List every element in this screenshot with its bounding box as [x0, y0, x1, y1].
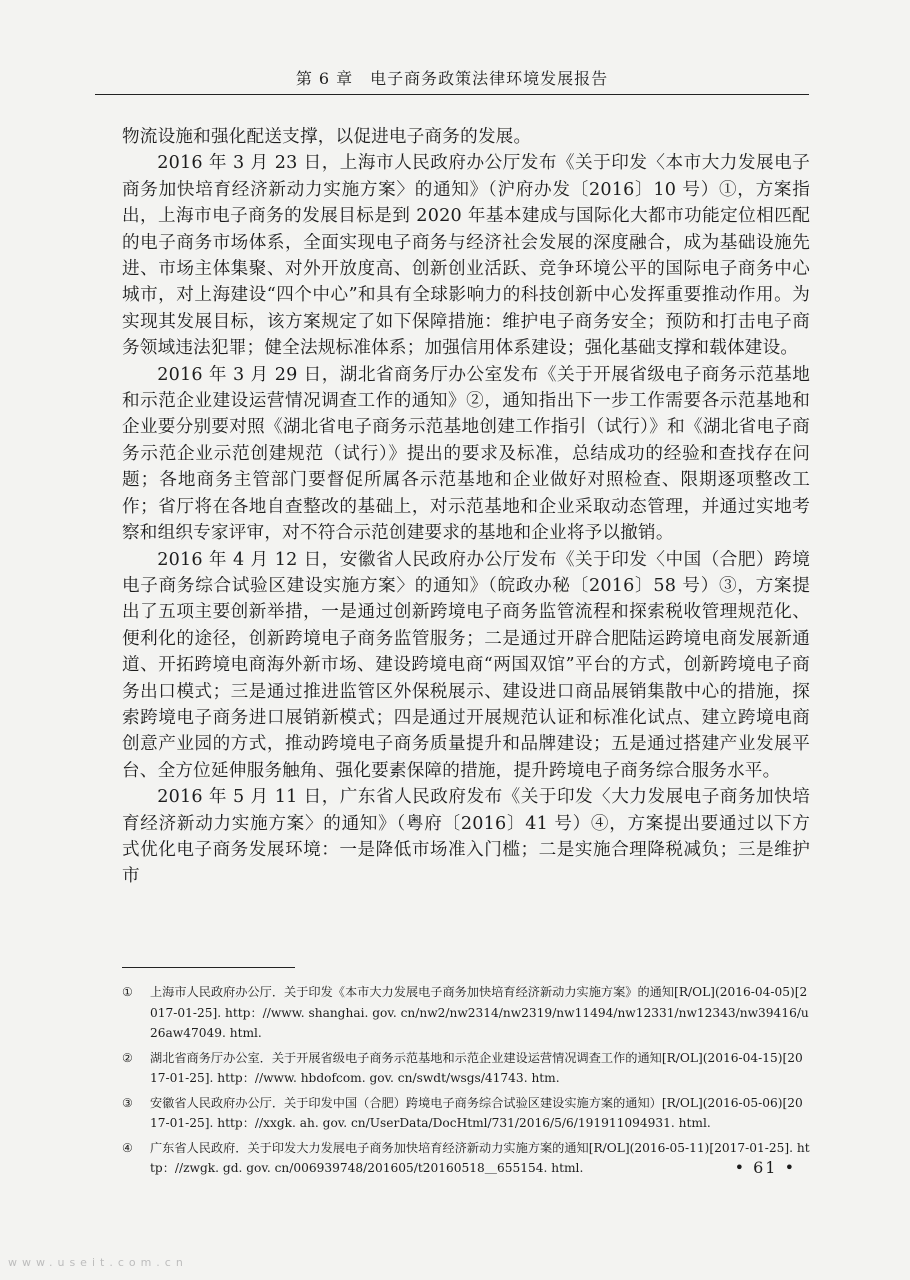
- footnote-mark: ②: [122, 1050, 133, 1065]
- footnote: [122, 1093, 810, 1134]
- paragraph: 物流设施和强化配送支撑，以促进电子商务的发展。: [122, 127, 532, 147]
- footnote-mark: ①: [122, 985, 133, 999]
- footnote-text: 湖北省商务厅办公室．关于开展省级电子商务示范基地和示范企业建设运营情况调查工作的通知[R/OL](2016-04-15)[2017-01-25]. http：//www. hbdofcom. gov. cn/swdt/wsgs/41743. htm.: [150, 1050, 803, 1085]
- footnote-rule: [122, 967, 295, 968]
- footnote-text: 上海市人民政府办公厅．关于印发《本市大力发展电子商务加快培育经济新动力实施方案》的通知[R/OL](2016-04-05)[2017-01-25]. http：//www. shanghai. gov. cn/nw2/nw2314/nw2319/nw11494/nw12331/nw12343/nw39416/u26aw47049. html.: [150, 985, 809, 1040]
- header-rule: [95, 94, 809, 95]
- paragraph: 2016 年 3 月 29 日，湖北省商务厅办公室发布《关于开展省级电子商务示范基地和示范企业建设运营情况调查工作的通知》②，通知指出下一步工作需要各示范基地和企业要分别要对照《湖北省电子商务示范基地创建工作指引（试行）》和《湖北省电子商务示范企业示范创建规范（试行）》提出的要求及标准，总结成功的经验和查找存在问题；各地商务主管部门要督促所属各示范基地和企业做好对照检查、限期逐项整改工作；省厅将在各地自查整改的基础上，对示范基地和企业采取动态管理，并通过实地考察和组织专家评审，对不符合示范创建要求的基地和企业将予以撤销。: [122, 364, 810, 544]
- footnote: [122, 1048, 810, 1089]
- page-number: • 61 •: [734, 1158, 796, 1177]
- watermark: www.useit.com.cn: [8, 1256, 188, 1269]
- footnote-mark: ④: [122, 1140, 133, 1155]
- footnote-text: 广东省人民政府．关于印发大力发展电子商务加快培育经济新动力实施方案的通知[R/OL](2016-05-11)[2017-01-25]. http：//zwgk. gd. gov. cn/006939748/201605/t20160518＿655154. html.: [150, 1140, 810, 1175]
- footnote: [122, 982, 810, 1044]
- paragraph: 2016 年 4 月 12 日，安徽省人民政府办公厅发布《关于印发〈中国（合肥）跨境电子商务综合试验区建设实施方案〉的通知》（皖政办秘〔2016〕58 号）③，方案提出了五项主要创新举措，一是通过创新跨境电子商务监管流程和探索税收管理规范化、便利化的途径，创新跨境电子商务监管服务；二是通过开辟合肥陆运跨境电商发展新通道、开拓跨境电商海外新市场、建设跨境电商“两国双馆”平台的方式，创新跨境电子商务出口模式；三是通过推进监管区外保税展示、建设进口商品展销集散中心的措施，探索跨境电子商务进口展销新模式；四是通过开展规范认证和标准化试点、建立跨境电商创意产业园的方式，推动跨境电子商务质量提升和品牌建设；五是通过搭建产业发展平台、全方位延伸服务触角、强化要素保障的措施，提升跨境电子商务综合服务水平。: [122, 549, 810, 781]
- footnote: [122, 1138, 810, 1179]
- body-text: [122, 124, 810, 890]
- running-header: 第 6 章 电子商务政策法律环境发展报告: [295, 69, 609, 88]
- footnotes: [122, 982, 810, 1183]
- footnote-text: 安徽省人民政府办公厅．关于印发中国（合肥）跨境电子商务综合试验区建设实施方案的通知）[R/OL](2016-05-06)[2017-01-25]. http：//xxgk. ah. gov. cn/UserData/DocHtml/731/2016/5/6/191911094931. html.: [150, 1095, 803, 1130]
- footnote-mark: ③: [122, 1095, 133, 1110]
- paragraph: 2016 年 5 月 11 日，广东省人民政府发布《关于印发〈大力发展电子商务加快培育经济新动力实施方案〉的通知》（粤府〔2016〕41 号）④，方案提出要通过以下方式优化电子商务发展环境：一是降低市场准入门槛；二是实施合理降税减负；三是维护市: [122, 787, 810, 887]
- paragraph: 2016 年 3 月 23 日，上海市人民政府办公厅发布《关于印发〈本市大力发展电子商务加快培育经济新动力实施方案〉的通知》（沪府办发〔2016〕10 号）①，方案指出，上海市电子商务的发展目标是到 2020 年基本建成与国际化大都市功能定位相匹配的电子商务市场体系，全面实现电子商务与经济社会发展的深度融合，成为基础设施先进、市场主体集聚、对外开放度高、创新创业活跃、竞争环境公平的国际电子商务中心城市，对上海建设“四个中心”和具有全球影响力的科技创新中心发挥重要推动作用。为实现其发展目标，该方案规定了如下保障措施：维护电子商务安全；预防和打击电子商务领域违法犯罪；健全法规标准体系；加强信用体系建设；强化基础支撑和载体建设。: [122, 153, 810, 359]
